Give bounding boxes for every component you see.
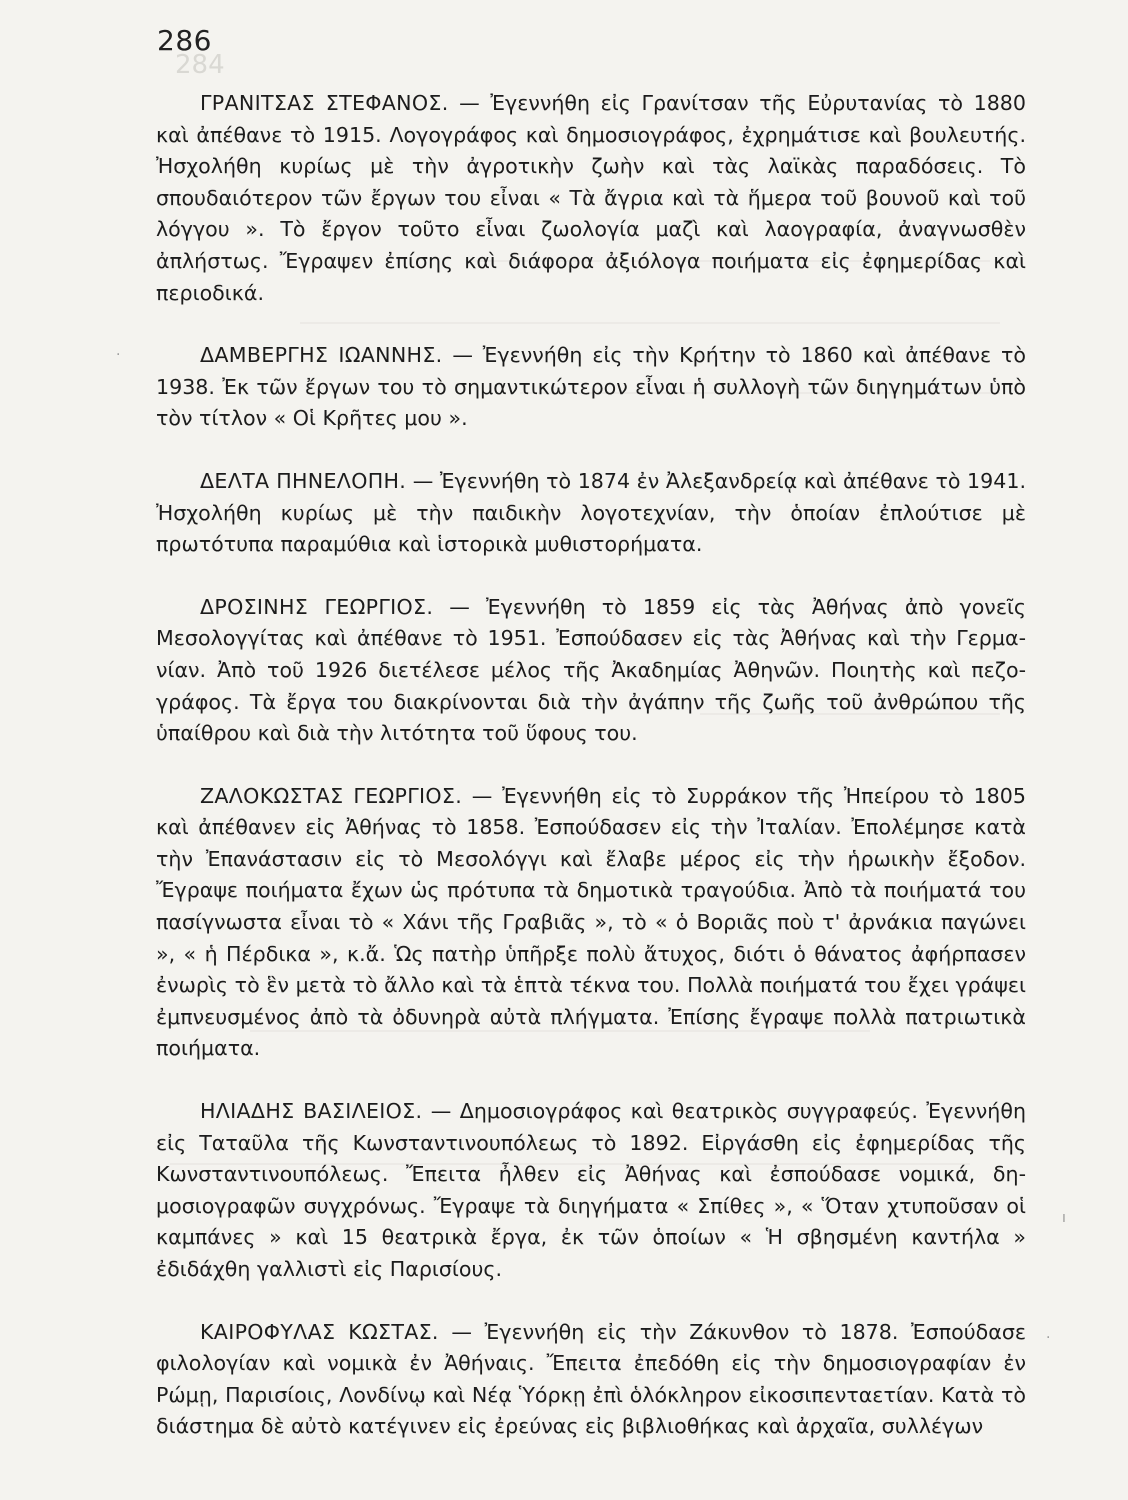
entry-name: ΓΡΑΝΙΤΣΑΣ ΣΤΕΦΑΝΟΣ. [200,91,449,115]
margin-mark: · [1046,1330,1051,1346]
entry-text: — Ἐγεννήθη τὸ 1859 εἰς τὰς Ἀθήνας ἀπὸ γονεῖς Μεσολογγίτας καὶ ἀπέθανε τὸ 1951. Ἐσπούδασεν εἰς τὰς Ἀθήνας καὶ τὴν Γερμανίαν. Ἀπὸ τοῦ 1926 διετέλεσε μέλος τῆς Ἀκαδημίας Ἀθηνῶν. Ποιητὴς καὶ πεζογράφος. Τὰ ἔργα του διακρίνονται διὰ τὴν ἀγάπην τῆς ζωῆς τοῦ ἀνθρώπου τῆς ὑπαίθρου καὶ διὰ τὴν λιτότητα τοῦ ὕφους του. [156,594,1026,746]
margin-dot: · [116,347,121,363]
entry-granitsas [156,88,1026,309]
entry-name: ΔΑΜΒΕΡΓΗΣ ΙΩΑΝΝΗΣ. [200,343,443,368]
entry-name: ΚΑΙΡΟΦΥΛΑΣ ΚΩΣΤΑΣ. [200,1319,439,1344]
entry-drosinis [156,592,1026,750]
page-number: 286 [157,24,212,57]
entry-name: ΔΡΟΣΙΝΗΣ ΓΕΩΡΓΙΟΣ. [200,594,434,619]
biography-entries [156,88,1026,1474]
entry-text: — Ἐγεννήθη εἰς τὴν Κρήτην τὸ 1860 καὶ ἀπέθανε τὸ 1938. Ἐκ τῶν ἔργων του τὸ σημαντικώτερον εἶναι ἡ συλλογὴ τῶν διηγημάτων ὑπὸ τὸν τίτλον « Οἱ Κρῆτες μου ». [156,343,1027,431]
entry-text: — Ἐγεννήθη εἰς Γρανίτσαν τῆς Εὐρυτανίας τὸ 1880 καὶ ἀπέθανε τὸ 1915. Λογογράφος καὶ δημοσιογράφος, ἐχρημάτισε καὶ βουλευτής. Ἠσχολήθη κυρίως μὲ τὴν ἀγροτικὴν ζωὴν καὶ τὰς λαϊκὰς παραδόσεις. Τὸ σπουδαιότερον τῶν ἔργων του εἶναι « Τὰ ἄγρια καὶ τὰ ἥμερα τοῦ βουνοῦ καὶ τοῦ λόγγου ». Τὸ ἔργον τοῦτο εἶναι ζωολογία μαζὶ καὶ λαογραφία, ἀναγνωσθὲν ἀπλήστως. Ἔγραψεν ἐπίσης καὶ διάφορα ἀξιόλογα ποιήματα εἰς ἐφημερίδας καὶ περιοδικά. [156,91,1027,305]
entry-name: ΗΛΙΑΔΗΣ ΒΑΣΙΛΕΙΟΣ. [200,1099,423,1124]
entry-name: ΔΕΛΤΑ ΠΗΝΕΛΟΠΗ. [200,468,407,493]
entry-kairofylas [156,1317,1026,1443]
show-through-page-number: 284 [175,50,225,80]
entry-delta [156,466,1026,561]
entry-iliadis [156,1096,1026,1286]
entry-text: — Ἐγεννήθη εἰς τὸ Συρράκον τῆς Ἠπείρου τὸ 1805 καὶ ἀπέθανεν εἰς Ἀθήνας τὸ 1858. Ἐσπούδασεν εἰς τὴν Ἰταλίαν. Ἐπολέμησε κατὰ τὴν Ἐπανάστασιν εἰς τὸ Μεσολόγγι καὶ ἔλαβε μέρος εἰς τὴν ἡρωικὴν ἔξοδον. Ἔγραψε ποιήματα ἔχων ὡς πρότυπα τὰ δημοτικὰ τραγούδια. Ἀπὸ τὰ ποιήματά του πασίγνωστα εἶναι τὸ « Χάνι τῆς Γραβιᾶς », τὸ « ὁ Βοριᾶς ποὺ τ' ἀρνάκια παγώνει », « ἡ Πέρδικα », κ.ἄ. Ὡς πατὴρ ὑπῆρξε πολὺ ἄτυχος, διότι ὁ θάνατος ἀφήρπασεν ἐνωρὶς τὸ ἓν μετὰ τὸ ἄλλο καὶ τὰ ἑπτὰ τέκνα του. Πολλὰ ποιήματά του ἔχει γράψει ἐμπνευσμένος ἀπὸ τὰ ὀδυνηρὰ αὐτὰ πλήγματα. Ἐπίσης ἔγραψε πολλὰ πατριωτικὰ ποιήματα. [156,783,1026,1061]
entry-zalokostas [156,781,1026,1065]
margin-mark: ı [1062,1210,1066,1226]
entry-damvergis [156,340,1026,435]
entry-text: — Ἐγεννήθη τὸ 1874 ἐν Ἀλεξανδρείᾳ καὶ ἀπέθανε τὸ 1941. Ἠσχολήθη κυρίως μὲ τὴν παιδικὴν λογοτεχνίαν, τὴν ὁποίαν ἐπλούτισε μὲ πρωτότυπα παραμύθια καὶ ἱστορικὰ μυθιστορήματα. [156,468,1027,557]
entry-text: — Δημοσιογράφος καὶ θεατρικὸς συγγραφεύς. Ἐγεννήθη εἰς Ταταῦλα τῆς Κωνσταντινουπόλεως τὸ 1892. Εἰργάσθη εἰς ἐφημερίδας τῆς Κωνσταντινουπόλεως. Ἔπειτα ἦλθεν εἰς Ἀθήνας καὶ ἐσπούδασε νομικά, δημοσιογραφῶν συγχρόνως. Ἔγραψε τὰ διηγήματα « Σπίθες », « Ὅταν χτυποῦσαν οἱ καμπάνες » καὶ 15 θεατρικὰ ἔργα, ἐκ τῶν ὁποίων « Ἡ σβησμένη καντήλα » ἐδιδάχθη γαλλιστὶ εἰς Παρισίους. [156,1099,1027,1281]
entry-text: — Ἐγεννήθη εἰς τὴν Ζάκυνθον τὸ 1878. Ἐσπούδασε φιλολογίαν καὶ νομικὰ ἐν Ἀθήναις. Ἔπειτα ἐπεδόθη εἰς τὴν δημοσιογραφίαν ἐν Ρώμῃ, Παρισίοις, Λονδίνῳ καὶ Νέᾳ Ὑόρκῃ ἐπὶ ὁλόκληρον εἰκοσιπενταετίαν. Κατὰ τὸ διάστημα δὲ αὐτὸ κατέγινεν εἰς ἐρεύνας εἰς βιβλιοθήκας καὶ ἀρχαῖα, συλλέγων [156,1319,1027,1439]
entry-name: ΖΑΛΟΚΩΣΤΑΣ ΓΕΩΡΓΙΟΣ. [200,783,463,808]
